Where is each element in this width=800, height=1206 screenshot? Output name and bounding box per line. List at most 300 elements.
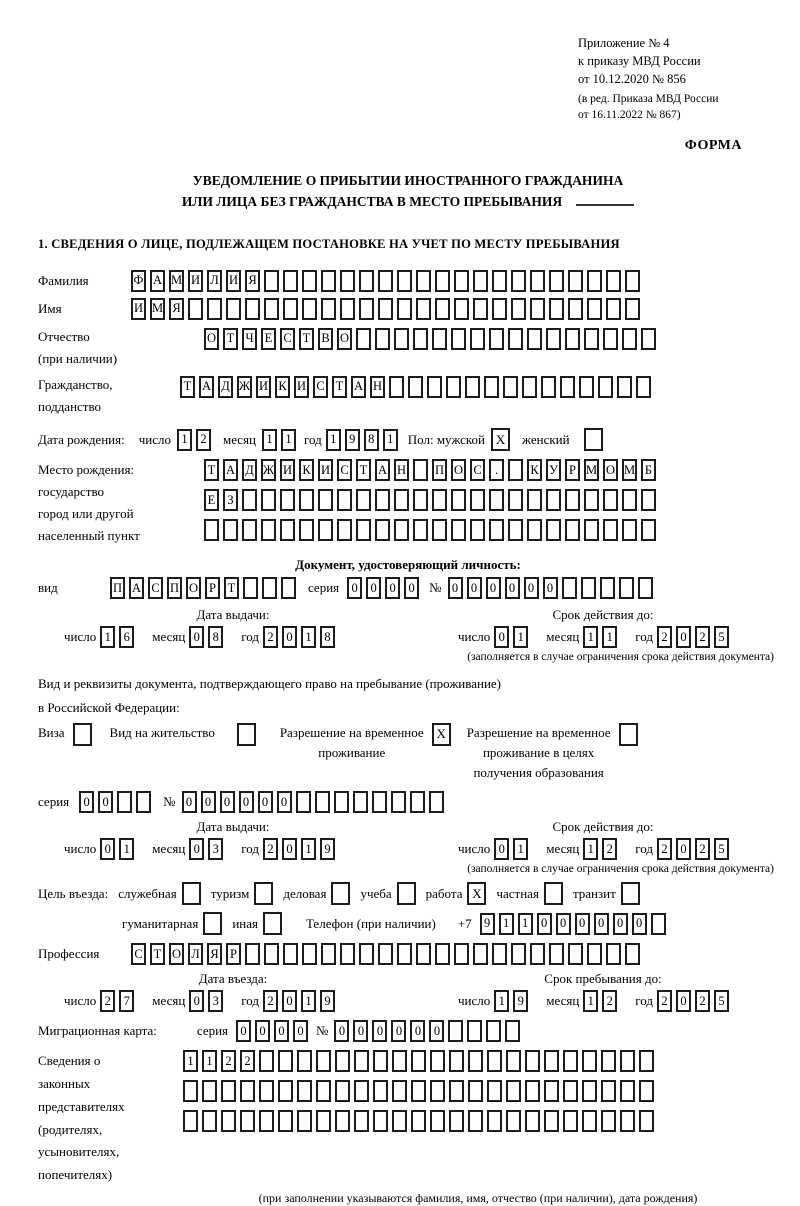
char-cell[interactable] bbox=[641, 519, 656, 541]
char-cell[interactable]: 2 bbox=[657, 990, 672, 1012]
temp-residence-education-checkbox[interactable] bbox=[619, 723, 638, 746]
char-cell[interactable]: И bbox=[318, 459, 333, 481]
char-cell[interactable] bbox=[264, 943, 279, 965]
char-cell[interactable]: 7 bbox=[119, 990, 134, 1012]
char-cell[interactable] bbox=[449, 1050, 464, 1072]
char-cell[interactable] bbox=[546, 328, 561, 350]
char-cell[interactable] bbox=[394, 519, 409, 541]
char-cell[interactable]: А bbox=[150, 270, 165, 292]
char-cell[interactable]: И bbox=[188, 270, 203, 292]
char-cell[interactable] bbox=[487, 1110, 502, 1132]
char-cell[interactable] bbox=[522, 376, 537, 398]
char-cell[interactable] bbox=[372, 791, 387, 813]
char-cell[interactable] bbox=[620, 1080, 635, 1102]
char-cell[interactable] bbox=[340, 298, 355, 320]
char-cell[interactable]: 2 bbox=[695, 838, 710, 860]
char-cell[interactable]: И bbox=[226, 270, 241, 292]
char-cell[interactable] bbox=[468, 1110, 483, 1132]
char-cell[interactable] bbox=[525, 1110, 540, 1132]
char-cell[interactable] bbox=[587, 298, 602, 320]
char-cell[interactable] bbox=[204, 519, 219, 541]
char-cell[interactable] bbox=[183, 1110, 198, 1132]
char-cell[interactable] bbox=[283, 943, 298, 965]
char-cell[interactable] bbox=[601, 1110, 616, 1132]
char-cell[interactable]: 2 bbox=[196, 429, 211, 451]
char-cell[interactable] bbox=[454, 270, 469, 292]
char-cell[interactable]: 0 bbox=[543, 577, 558, 599]
char-cell[interactable]: 2 bbox=[263, 838, 278, 860]
char-cell[interactable]: Т bbox=[223, 328, 238, 350]
char-cell[interactable] bbox=[489, 519, 504, 541]
char-cell[interactable] bbox=[600, 577, 615, 599]
char-cell[interactable] bbox=[411, 1080, 426, 1102]
char-cell[interactable]: 3 bbox=[208, 838, 223, 860]
char-cell[interactable] bbox=[530, 943, 545, 965]
char-cell[interactable] bbox=[454, 943, 469, 965]
char-cell[interactable] bbox=[378, 270, 393, 292]
char-cell[interactable]: Т bbox=[224, 577, 239, 599]
char-cell[interactable]: 1 bbox=[518, 913, 533, 935]
char-cell[interactable] bbox=[416, 943, 431, 965]
char-cell[interactable] bbox=[280, 519, 295, 541]
char-cell[interactable] bbox=[622, 489, 637, 511]
char-cell[interactable] bbox=[117, 791, 132, 813]
char-cell[interactable] bbox=[525, 1080, 540, 1102]
char-cell[interactable] bbox=[302, 270, 317, 292]
char-cell[interactable] bbox=[546, 519, 561, 541]
char-cell[interactable] bbox=[430, 1080, 445, 1102]
char-cell[interactable]: 0 bbox=[277, 791, 292, 813]
char-cell[interactable]: 0 bbox=[182, 791, 197, 813]
char-cell[interactable]: Я bbox=[169, 298, 184, 320]
char-cell[interactable] bbox=[601, 1050, 616, 1072]
char-cell[interactable] bbox=[299, 489, 314, 511]
char-cell[interactable]: 0 bbox=[353, 1020, 368, 1042]
char-cell[interactable] bbox=[316, 1050, 331, 1072]
char-cell[interactable]: 2 bbox=[695, 626, 710, 648]
char-cell[interactable] bbox=[321, 943, 336, 965]
char-cell[interactable] bbox=[598, 376, 613, 398]
char-cell[interactable]: 0 bbox=[575, 913, 590, 935]
char-cell[interactable]: 1 bbox=[326, 429, 341, 451]
char-cell[interactable]: И bbox=[256, 376, 271, 398]
char-cell[interactable]: О bbox=[451, 459, 466, 481]
char-cell[interactable] bbox=[541, 376, 556, 398]
char-cell[interactable] bbox=[411, 1110, 426, 1132]
char-cell[interactable] bbox=[397, 298, 412, 320]
char-cell[interactable] bbox=[226, 298, 241, 320]
char-cell[interactable]: 0 bbox=[282, 990, 297, 1012]
char-cell[interactable] bbox=[511, 298, 526, 320]
char-cell[interactable] bbox=[188, 298, 203, 320]
char-cell[interactable] bbox=[484, 376, 499, 398]
char-cell[interactable] bbox=[622, 519, 637, 541]
char-cell[interactable] bbox=[473, 298, 488, 320]
char-cell[interactable]: 5 bbox=[714, 626, 729, 648]
char-cell[interactable] bbox=[315, 791, 330, 813]
char-cell[interactable] bbox=[584, 519, 599, 541]
char-cell[interactable]: П bbox=[432, 459, 447, 481]
char-cell[interactable] bbox=[264, 298, 279, 320]
char-cell[interactable]: 0 bbox=[537, 913, 552, 935]
char-cell[interactable]: 8 bbox=[320, 626, 335, 648]
visa-checkbox[interactable] bbox=[73, 723, 92, 746]
char-cell[interactable] bbox=[620, 1050, 635, 1072]
char-cell[interactable] bbox=[549, 943, 564, 965]
char-cell[interactable] bbox=[335, 1050, 350, 1072]
char-cell[interactable] bbox=[625, 943, 640, 965]
char-cell[interactable] bbox=[373, 1080, 388, 1102]
char-cell[interactable] bbox=[468, 1050, 483, 1072]
char-cell[interactable] bbox=[280, 489, 295, 511]
char-cell[interactable] bbox=[223, 519, 238, 541]
char-cell[interactable] bbox=[565, 489, 580, 511]
char-cell[interactable]: Н bbox=[370, 376, 385, 398]
char-cell[interactable]: 0 bbox=[410, 1020, 425, 1042]
char-cell[interactable] bbox=[359, 298, 374, 320]
char-cell[interactable]: 0 bbox=[366, 577, 381, 599]
char-cell[interactable]: 5 bbox=[714, 990, 729, 1012]
char-cell[interactable] bbox=[427, 376, 442, 398]
char-cell[interactable]: 1 bbox=[583, 838, 598, 860]
purpose-study-checkbox[interactable] bbox=[397, 882, 416, 905]
char-cell[interactable] bbox=[221, 1110, 236, 1132]
char-cell[interactable]: Л bbox=[207, 270, 222, 292]
char-cell[interactable] bbox=[259, 1080, 274, 1102]
char-cell[interactable] bbox=[511, 943, 526, 965]
char-cell[interactable] bbox=[530, 270, 545, 292]
gender-male-checkbox[interactable]: X bbox=[491, 428, 510, 451]
char-cell[interactable] bbox=[430, 1110, 445, 1132]
char-cell[interactable]: Т bbox=[204, 459, 219, 481]
char-cell[interactable]: 0 bbox=[274, 1020, 289, 1042]
char-cell[interactable] bbox=[530, 298, 545, 320]
char-cell[interactable]: Е bbox=[261, 328, 276, 350]
char-cell[interactable]: 2 bbox=[263, 990, 278, 1012]
char-cell[interactable] bbox=[544, 1050, 559, 1072]
char-cell[interactable] bbox=[568, 270, 583, 292]
purpose-other-checkbox[interactable] bbox=[263, 912, 282, 935]
char-cell[interactable] bbox=[296, 791, 311, 813]
temp-residence-checkbox[interactable]: X bbox=[432, 723, 451, 746]
char-cell[interactable] bbox=[449, 1110, 464, 1132]
char-cell[interactable] bbox=[639, 1110, 654, 1132]
char-cell[interactable] bbox=[297, 1110, 312, 1132]
char-cell[interactable] bbox=[207, 298, 222, 320]
char-cell[interactable] bbox=[356, 489, 371, 511]
char-cell[interactable]: А bbox=[129, 577, 144, 599]
char-cell[interactable] bbox=[606, 270, 621, 292]
char-cell[interactable]: А bbox=[351, 376, 366, 398]
char-cell[interactable]: 0 bbox=[258, 791, 273, 813]
char-cell[interactable] bbox=[473, 943, 488, 965]
char-cell[interactable]: 1 bbox=[513, 838, 528, 860]
char-cell[interactable] bbox=[468, 1080, 483, 1102]
char-cell[interactable] bbox=[340, 943, 355, 965]
char-cell[interactable] bbox=[321, 270, 336, 292]
char-cell[interactable] bbox=[492, 270, 507, 292]
char-cell[interactable] bbox=[636, 376, 651, 398]
char-cell[interactable]: И bbox=[131, 298, 146, 320]
char-cell[interactable]: 9 bbox=[513, 990, 528, 1012]
char-cell[interactable] bbox=[378, 298, 393, 320]
char-cell[interactable] bbox=[527, 489, 542, 511]
char-cell[interactable] bbox=[411, 1050, 426, 1072]
char-cell[interactable] bbox=[641, 489, 656, 511]
char-cell[interactable] bbox=[392, 1050, 407, 1072]
char-cell[interactable]: 0 bbox=[236, 1020, 251, 1042]
char-cell[interactable]: 1 bbox=[183, 1050, 198, 1072]
char-cell[interactable] bbox=[606, 943, 621, 965]
char-cell[interactable] bbox=[563, 1080, 578, 1102]
char-cell[interactable]: И bbox=[294, 376, 309, 398]
char-cell[interactable] bbox=[240, 1110, 255, 1132]
char-cell[interactable] bbox=[432, 328, 447, 350]
char-cell[interactable]: О bbox=[337, 328, 352, 350]
char-cell[interactable]: 1 bbox=[583, 990, 598, 1012]
char-cell[interactable]: 0 bbox=[347, 577, 362, 599]
char-cell[interactable]: П bbox=[110, 577, 125, 599]
char-cell[interactable] bbox=[337, 519, 352, 541]
char-cell[interactable] bbox=[508, 489, 523, 511]
char-cell[interactable] bbox=[603, 519, 618, 541]
char-cell[interactable] bbox=[416, 298, 431, 320]
char-cell[interactable] bbox=[506, 1080, 521, 1102]
char-cell[interactable]: М bbox=[150, 298, 165, 320]
char-cell[interactable] bbox=[261, 519, 276, 541]
char-cell[interactable]: К bbox=[275, 376, 290, 398]
char-cell[interactable]: 0 bbox=[189, 990, 204, 1012]
char-cell[interactable]: 1 bbox=[281, 429, 296, 451]
char-cell[interactable] bbox=[435, 270, 450, 292]
char-cell[interactable]: 2 bbox=[695, 990, 710, 1012]
char-cell[interactable] bbox=[603, 328, 618, 350]
char-cell[interactable] bbox=[560, 376, 575, 398]
char-cell[interactable]: 0 bbox=[282, 626, 297, 648]
char-cell[interactable] bbox=[259, 1110, 274, 1132]
char-cell[interactable] bbox=[202, 1110, 217, 1132]
char-cell[interactable]: Р bbox=[226, 943, 241, 965]
purpose-tourism-checkbox[interactable] bbox=[254, 882, 273, 905]
char-cell[interactable]: М bbox=[584, 459, 599, 481]
char-cell[interactable] bbox=[638, 577, 653, 599]
char-cell[interactable] bbox=[508, 519, 523, 541]
char-cell[interactable] bbox=[492, 298, 507, 320]
char-cell[interactable] bbox=[544, 1080, 559, 1102]
char-cell[interactable] bbox=[454, 298, 469, 320]
char-cell[interactable]: Т bbox=[180, 376, 195, 398]
char-cell[interactable] bbox=[651, 913, 666, 935]
char-cell[interactable] bbox=[259, 1050, 274, 1072]
char-cell[interactable]: 2 bbox=[240, 1050, 255, 1072]
char-cell[interactable] bbox=[617, 376, 632, 398]
char-cell[interactable] bbox=[262, 577, 277, 599]
char-cell[interactable] bbox=[511, 270, 526, 292]
char-cell[interactable]: 0 bbox=[676, 990, 691, 1012]
char-cell[interactable] bbox=[470, 489, 485, 511]
char-cell[interactable] bbox=[562, 577, 577, 599]
char-cell[interactable] bbox=[587, 270, 602, 292]
char-cell[interactable] bbox=[581, 577, 596, 599]
char-cell[interactable] bbox=[639, 1080, 654, 1102]
char-cell[interactable] bbox=[316, 1110, 331, 1132]
char-cell[interactable]: 0 bbox=[79, 791, 94, 813]
char-cell[interactable]: Л bbox=[188, 943, 203, 965]
char-cell[interactable]: В bbox=[318, 328, 333, 350]
char-cell[interactable] bbox=[582, 1050, 597, 1072]
char-cell[interactable]: 0 bbox=[556, 913, 571, 935]
char-cell[interactable] bbox=[565, 519, 580, 541]
char-cell[interactable] bbox=[568, 298, 583, 320]
char-cell[interactable] bbox=[606, 298, 621, 320]
char-cell[interactable]: 5 bbox=[714, 838, 729, 860]
char-cell[interactable]: А bbox=[375, 459, 390, 481]
char-cell[interactable] bbox=[243, 577, 258, 599]
char-cell[interactable]: 0 bbox=[220, 791, 235, 813]
char-cell[interactable]: 0 bbox=[98, 791, 113, 813]
purpose-work-checkbox[interactable]: X bbox=[467, 882, 486, 905]
char-cell[interactable] bbox=[544, 1110, 559, 1132]
purpose-private-checkbox[interactable] bbox=[544, 882, 563, 905]
char-cell[interactable] bbox=[563, 1110, 578, 1132]
purpose-transit-checkbox[interactable] bbox=[621, 882, 640, 905]
char-cell[interactable] bbox=[318, 519, 333, 541]
char-cell[interactable]: С bbox=[313, 376, 328, 398]
char-cell[interactable] bbox=[354, 1110, 369, 1132]
char-cell[interactable]: 0 bbox=[372, 1020, 387, 1042]
char-cell[interactable]: 0 bbox=[594, 913, 609, 935]
char-cell[interactable] bbox=[470, 519, 485, 541]
char-cell[interactable] bbox=[549, 270, 564, 292]
char-cell[interactable] bbox=[587, 943, 602, 965]
char-cell[interactable] bbox=[283, 298, 298, 320]
char-cell[interactable] bbox=[489, 328, 504, 350]
char-cell[interactable] bbox=[278, 1050, 293, 1072]
char-cell[interactable]: Т bbox=[332, 376, 347, 398]
char-cell[interactable]: 0 bbox=[494, 626, 509, 648]
char-cell[interactable]: О bbox=[204, 328, 219, 350]
char-cell[interactable] bbox=[563, 1050, 578, 1072]
char-cell[interactable] bbox=[641, 328, 656, 350]
char-cell[interactable]: Н bbox=[394, 459, 409, 481]
char-cell[interactable]: 1 bbox=[602, 626, 617, 648]
char-cell[interactable] bbox=[302, 943, 317, 965]
char-cell[interactable]: М bbox=[169, 270, 184, 292]
char-cell[interactable]: 0 bbox=[524, 577, 539, 599]
char-cell[interactable] bbox=[240, 1080, 255, 1102]
char-cell[interactable] bbox=[451, 519, 466, 541]
char-cell[interactable] bbox=[299, 519, 314, 541]
char-cell[interactable] bbox=[359, 270, 374, 292]
char-cell[interactable] bbox=[506, 1110, 521, 1132]
char-cell[interactable] bbox=[565, 328, 580, 350]
char-cell[interactable] bbox=[318, 489, 333, 511]
char-cell[interactable]: 1 bbox=[513, 626, 528, 648]
char-cell[interactable]: 0 bbox=[404, 577, 419, 599]
char-cell[interactable] bbox=[622, 328, 637, 350]
char-cell[interactable]: С bbox=[470, 459, 485, 481]
char-cell[interactable] bbox=[375, 328, 390, 350]
char-cell[interactable] bbox=[392, 1080, 407, 1102]
char-cell[interactable] bbox=[473, 270, 488, 292]
char-cell[interactable]: 0 bbox=[189, 626, 204, 648]
char-cell[interactable] bbox=[264, 270, 279, 292]
char-cell[interactable] bbox=[408, 376, 423, 398]
char-cell[interactable]: Ч bbox=[242, 328, 257, 350]
char-cell[interactable]: 0 bbox=[467, 577, 482, 599]
char-cell[interactable] bbox=[625, 270, 640, 292]
char-cell[interactable] bbox=[391, 791, 406, 813]
char-cell[interactable]: 0 bbox=[100, 838, 115, 860]
char-cell[interactable]: 2 bbox=[602, 990, 617, 1012]
char-cell[interactable] bbox=[278, 1080, 293, 1102]
char-cell[interactable]: 1 bbox=[202, 1050, 217, 1072]
char-cell[interactable]: А bbox=[223, 459, 238, 481]
char-cell[interactable]: М bbox=[622, 459, 637, 481]
char-cell[interactable]: П bbox=[167, 577, 182, 599]
char-cell[interactable]: 3 bbox=[208, 990, 223, 1012]
char-cell[interactable]: 0 bbox=[494, 838, 509, 860]
char-cell[interactable]: 0 bbox=[391, 1020, 406, 1042]
char-cell[interactable] bbox=[397, 270, 412, 292]
char-cell[interactable]: 1 bbox=[383, 429, 398, 451]
char-cell[interactable]: 0 bbox=[676, 838, 691, 860]
char-cell[interactable] bbox=[549, 298, 564, 320]
char-cell[interactable]: О bbox=[186, 577, 201, 599]
char-cell[interactable]: С bbox=[280, 328, 295, 350]
char-cell[interactable]: 0 bbox=[486, 577, 501, 599]
char-cell[interactable] bbox=[448, 1020, 463, 1042]
char-cell[interactable] bbox=[373, 1110, 388, 1132]
char-cell[interactable]: У bbox=[546, 459, 561, 481]
char-cell[interactable]: Б bbox=[641, 459, 656, 481]
char-cell[interactable] bbox=[432, 519, 447, 541]
char-cell[interactable] bbox=[335, 1080, 350, 1102]
purpose-commercial-checkbox[interactable] bbox=[331, 882, 350, 905]
char-cell[interactable]: О bbox=[169, 943, 184, 965]
char-cell[interactable] bbox=[283, 270, 298, 292]
char-cell[interactable]: 1 bbox=[301, 838, 316, 860]
char-cell[interactable]: 0 bbox=[255, 1020, 270, 1042]
gender-female-checkbox[interactable] bbox=[584, 428, 603, 451]
char-cell[interactable] bbox=[281, 577, 296, 599]
char-cell[interactable] bbox=[465, 376, 480, 398]
char-cell[interactable] bbox=[451, 489, 466, 511]
char-cell[interactable] bbox=[389, 376, 404, 398]
char-cell[interactable]: 0 bbox=[334, 1020, 349, 1042]
char-cell[interactable] bbox=[221, 1080, 236, 1102]
char-cell[interactable] bbox=[503, 376, 518, 398]
char-cell[interactable]: 9 bbox=[320, 838, 335, 860]
char-cell[interactable]: Р bbox=[565, 459, 580, 481]
purpose-business-checkbox[interactable] bbox=[182, 882, 201, 905]
char-cell[interactable]: 0 bbox=[632, 913, 647, 935]
char-cell[interactable]: 1 bbox=[583, 626, 598, 648]
char-cell[interactable] bbox=[245, 943, 260, 965]
char-cell[interactable] bbox=[492, 943, 507, 965]
char-cell[interactable]: Д bbox=[242, 459, 257, 481]
char-cell[interactable]: О bbox=[603, 459, 618, 481]
char-cell[interactable] bbox=[413, 328, 428, 350]
char-cell[interactable] bbox=[582, 1110, 597, 1132]
char-cell[interactable] bbox=[582, 1080, 597, 1102]
char-cell[interactable] bbox=[353, 791, 368, 813]
char-cell[interactable] bbox=[620, 1110, 635, 1132]
char-cell[interactable] bbox=[508, 328, 523, 350]
char-cell[interactable] bbox=[316, 1080, 331, 1102]
char-cell[interactable] bbox=[356, 519, 371, 541]
char-cell[interactable] bbox=[508, 459, 523, 481]
